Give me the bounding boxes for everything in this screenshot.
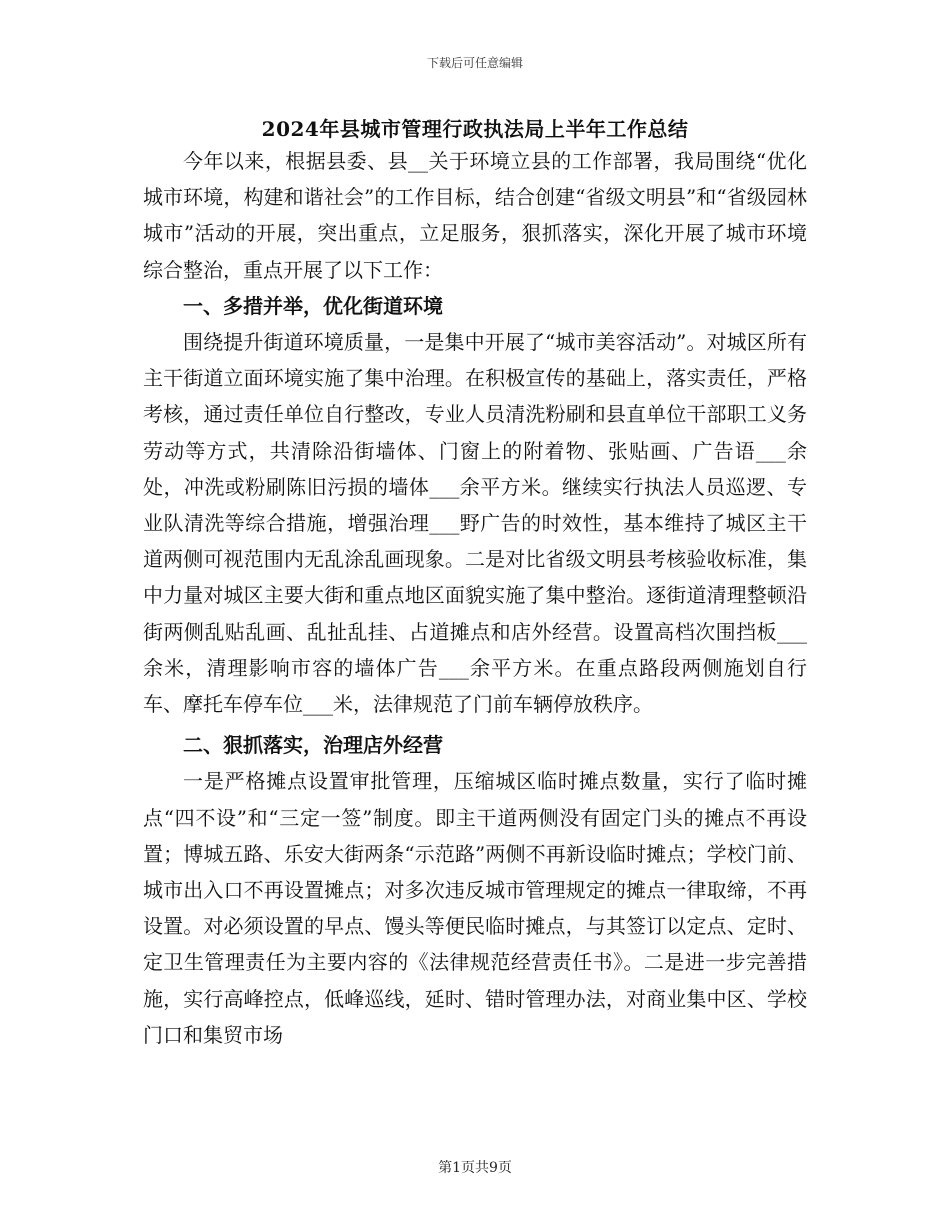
- section-heading-2: 二、狠抓落实，治理店外经营: [183, 733, 443, 758]
- section-heading-1: 一、多措并举，优化街道环境: [183, 293, 443, 318]
- page-number: 第1页共9页: [438, 1160, 512, 1176]
- document-body: [143, 143, 807, 1053]
- document-title: 2024年县城市管理行政执法局上半年工作总结: [261, 117, 689, 141]
- paragraph-intro: 今年以来，根据县委、县__关于环境立县的工作部署，我局围绕“优化城市环境，构建和谐社会”的工作目标，结合创建“省级文明县”和“省级园林城市”活动的开展，突出重点，立足服务，狠抓落实，深化开展了城市环境综合整治，重点开展了以下工作：: [143, 149, 807, 282]
- paragraph-section-1: 围绕提升街道环境质量，一是集中开展了“城市美容活动”。对城区所有主干街道立面环境实施了集中治理。在积极宣传的基础上，落实责任，严格考核，通过责任单位自行整改，专业人员清洗粉刷和县直单位干部职工义务劳动等方式，共清除沿街墙体、门窗上的附着物、张贴画、广告语___余处，冲洗或粉刷陈旧污损的墙体___余平方米。继续实行执法人员巡逻、专业队清洗等综合措施，增强治理___野广告的时效性，基本维持了城区主干道两侧可视范围内无乱涂乱画现象。二是对比省级文明县考核验收标准，集中力量对城区主要大街和重点地区面貌实施了集中整治。逐街道清理整顿沿街两侧乱贴乱画、乱扯乱挂、占道摊点和店外经营。设置高档次围挡板___余米，清理影响市容的墙体广告___余平方米。在重点路段两侧施划自行车、摩托车停车位___米，法律规范了门前车辆停放秩序。: [143, 330, 807, 717]
- page-header: 下载后可任意编辑: [426, 56, 523, 70]
- paragraph-section-2: 一是严格摊点设置审批管理，压缩城区临时摊点数量，实行了临时摊点“四不设”和“三定一签”制度。即主干道两侧没有固定门头的摊点不再设置；博城五路、乐安大街两条“示范路”两侧不再新设临时摊点；学校门前、城市出入口不再设置摊点；对多次违反城市管理规定的摊点一律取缔，不再设置。对必须设置的早点、馒头等便民临时摊点，与其签订以定点、定时、定卫生管理责任为主要内容的《法律规范经营责任书》。二是进一步完善措施，实行高峰控点，低峰巡线，延时、错时管理办法，对商业集中区、学校门口和集贸市场: [143, 769, 807, 1047]
